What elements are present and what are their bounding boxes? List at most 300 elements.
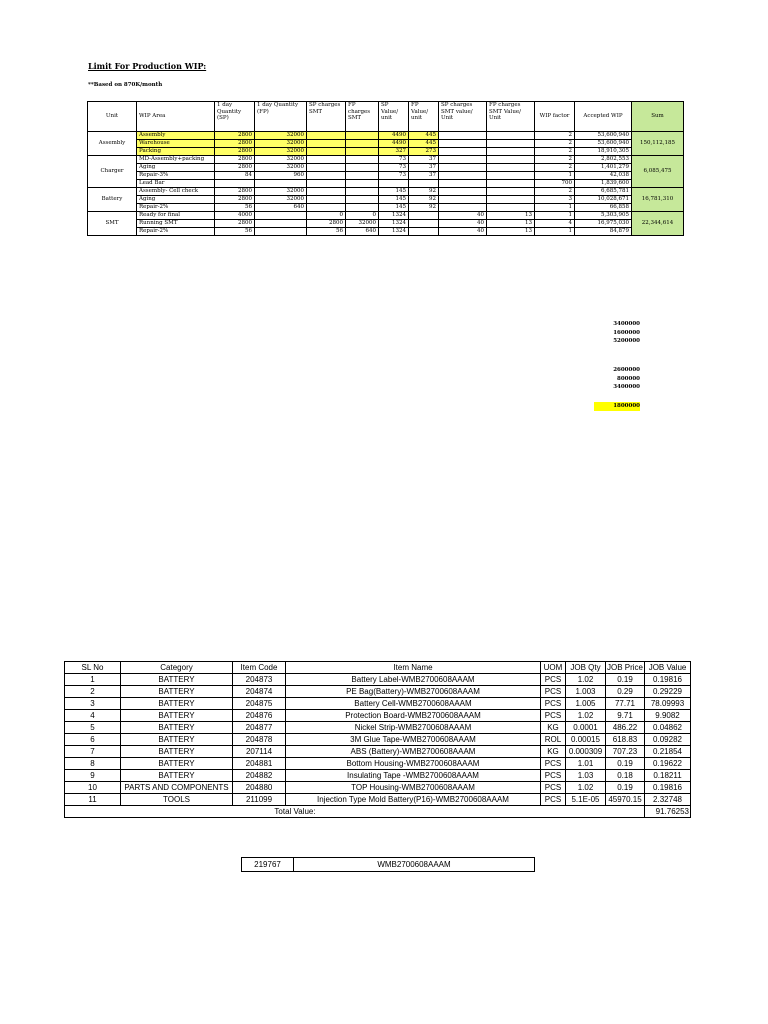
side-value: 800000 <box>617 375 640 382</box>
wip-value-cell: 56 <box>307 228 346 236</box>
job-cell: 0.18211 <box>645 770 691 782</box>
job-table <box>64 661 691 818</box>
job-cell: 204873 <box>233 674 286 686</box>
wip-row <box>88 204 684 212</box>
job-cell: BATTERY <box>121 710 233 722</box>
side-values-group-b <box>594 366 640 392</box>
wip-row <box>88 220 684 228</box>
wip-value-cell: 4490 <box>379 140 409 148</box>
wip-title: Limit For Production WIP: <box>88 61 207 71</box>
wip-value-cell <box>487 140 535 148</box>
job-cell: 3M Glue Tape-WMB2700608AAAM <box>286 734 541 746</box>
wip-value-cell <box>346 164 379 172</box>
job-cell: 0.19 <box>606 758 645 770</box>
wip-value-cell: 3 <box>535 196 575 204</box>
wip-value-cell: 145 <box>379 188 409 196</box>
side-value: 2600000 <box>613 367 640 373</box>
wip-value-cell: 32000 <box>346 220 379 228</box>
job-row <box>65 770 691 782</box>
job-body <box>65 674 691 806</box>
wip-value-cell: 10,028,671 <box>575 196 632 204</box>
job-cell: TOP Housing-WMB2700608AAAM <box>286 782 541 794</box>
wip-value-cell <box>439 180 487 188</box>
job-row <box>65 782 691 794</box>
job-cell: KG <box>541 746 566 758</box>
wip-area-cell: Repair-2% <box>137 204 215 212</box>
job-cell: 0.29229 <box>645 686 691 698</box>
job-cell: 1.03 <box>566 770 606 782</box>
wip-value-cell <box>487 132 535 140</box>
job-cell: 0.0001 <box>566 722 606 734</box>
wip-value-cell <box>346 148 379 156</box>
job-cell: 78.09993 <box>645 698 691 710</box>
wip-value-cell: 2800 <box>215 164 255 172</box>
job-cell: PCS <box>541 758 566 770</box>
wip-header-cell: SP charges SMT <box>307 102 346 132</box>
job-cell: 0.09282 <box>645 734 691 746</box>
wip-value-cell: 2800 <box>215 196 255 204</box>
wip-area-cell: Ready for final <box>137 212 215 220</box>
job-cell: 204882 <box>233 770 286 782</box>
job-cell: Insulating Tape -WMB2700608AAAM <box>286 770 541 782</box>
job-cell: PCS <box>541 686 566 698</box>
job-cell: 707.23 <box>606 746 645 758</box>
wip-value-cell: 2800 <box>307 220 346 228</box>
wip-value-cell: 4 <box>535 220 575 228</box>
wip-area-cell: Assembly <box>137 132 215 140</box>
wip-value-cell <box>409 180 439 188</box>
wip-value-cell <box>439 156 487 164</box>
wip-row <box>88 156 684 164</box>
wip-value-cell: 16,975,030 <box>575 220 632 228</box>
job-cell: 1.01 <box>566 758 606 770</box>
wip-value-cell: 32000 <box>255 164 307 172</box>
wip-value-cell: 145 <box>379 204 409 212</box>
wip-value-cell: 1324 <box>379 212 409 220</box>
wip-area-cell: Warehouse <box>137 140 215 148</box>
job-cell: 11 <box>65 794 121 806</box>
wip-value-cell: 73 <box>379 164 409 172</box>
job-cell: 9 <box>65 770 121 782</box>
job-cell: 204880 <box>233 782 286 794</box>
wip-row <box>88 164 684 172</box>
wip-unit-cell: SMT <box>88 212 137 236</box>
wip-header-cell: SP Value/ unit <box>379 102 409 132</box>
wip-sum-cell: 16,781,310 <box>632 188 684 212</box>
wip-value-cell <box>439 172 487 180</box>
job-cell: 204874 <box>233 686 286 698</box>
wip-value-cell: 32000 <box>255 132 307 140</box>
wip-row <box>88 196 684 204</box>
wip-value-cell: 2800 <box>215 140 255 148</box>
wip-value-cell: 445 <box>409 140 439 148</box>
wip-value-cell <box>487 156 535 164</box>
job-cell: 207114 <box>233 746 286 758</box>
wip-value-cell <box>439 196 487 204</box>
wip-value-cell <box>487 196 535 204</box>
wip-header-cell: FP Value/ unit <box>409 102 439 132</box>
wip-value-cell: 13 <box>487 220 535 228</box>
item-code-box <box>241 857 535 872</box>
job-cell: 0.000309 <box>566 746 606 758</box>
wip-value-cell: 2800 <box>215 188 255 196</box>
wip-value-cell: 1 <box>535 228 575 236</box>
wip-unit-cell: Battery <box>88 188 137 212</box>
wip-value-cell: 1 <box>535 204 575 212</box>
wip-value-cell: 40 <box>439 220 487 228</box>
wip-value-cell <box>487 172 535 180</box>
wip-value-cell <box>379 180 409 188</box>
wip-value-cell: 273 <box>409 148 439 156</box>
job-cell: PCS <box>541 794 566 806</box>
wip-sum-cell: 6,085,475 <box>632 156 684 188</box>
job-cell: 1 <box>65 674 121 686</box>
wip-value-cell <box>487 148 535 156</box>
job-cell: BATTERY <box>121 698 233 710</box>
job-cell: BATTERY <box>121 686 233 698</box>
job-cell: 204875 <box>233 698 286 710</box>
wip-value-cell <box>487 180 535 188</box>
wip-value-cell <box>346 188 379 196</box>
job-cell: 2 <box>65 686 121 698</box>
job-header-cell: JOB Value <box>645 662 691 674</box>
wip-table <box>87 101 684 236</box>
wip-header-cell: 1 day Quantity (FP) <box>255 102 307 132</box>
wip-value-cell <box>307 156 346 164</box>
job-total-row <box>65 806 691 818</box>
wip-value-cell: 84 <box>215 172 255 180</box>
wip-header-cell: Accepted WIP <box>575 102 632 132</box>
wip-value-cell <box>346 196 379 204</box>
wip-value-cell <box>307 148 346 156</box>
job-cell: 0.19816 <box>645 782 691 794</box>
job-cell: PCS <box>541 674 566 686</box>
job-header-cell: Item Name <box>286 662 541 674</box>
wip-value-cell: 640 <box>255 204 307 212</box>
job-cell: ABS (Battery)-WMB2700608AAAM <box>286 746 541 758</box>
wip-value-cell <box>439 140 487 148</box>
wip-value-cell: 2800 <box>215 132 255 140</box>
job-cell: BATTERY <box>121 734 233 746</box>
wip-value-cell <box>307 172 346 180</box>
job-cell: 0.19 <box>606 782 645 794</box>
job-cell: 204877 <box>233 722 286 734</box>
wip-value-cell <box>346 156 379 164</box>
job-cell: 8 <box>65 758 121 770</box>
wip-value-cell: 1324 <box>379 220 409 228</box>
wip-value-cell: 37 <box>409 156 439 164</box>
wip-value-cell: 6,685,781 <box>575 188 632 196</box>
wip-value-cell: 145 <box>379 196 409 204</box>
wip-value-cell <box>487 204 535 212</box>
wip-value-cell <box>439 132 487 140</box>
wip-value-cell <box>409 212 439 220</box>
wip-value-cell <box>346 140 379 148</box>
item-model: WMB2700608AAAM <box>294 858 535 872</box>
wip-area-cell: Repair-3% <box>137 172 215 180</box>
job-cell: 3 <box>65 698 121 710</box>
wip-value-cell <box>307 204 346 212</box>
job-cell: KG <box>541 722 566 734</box>
side-value: 3400000 <box>613 384 640 390</box>
wip-row <box>88 188 684 196</box>
wip-area-cell: Repair-2% <box>137 228 215 236</box>
wip-area-cell: Packing <box>137 148 215 156</box>
job-header-cell: UOM <box>541 662 566 674</box>
wip-header-cell: SP charges SMT value/ Unit <box>439 102 487 132</box>
job-cell: 5.1E-05 <box>566 794 606 806</box>
job-cell: 7 <box>65 746 121 758</box>
wip-value-cell <box>439 188 487 196</box>
job-cell: 0.19816 <box>645 674 691 686</box>
wip-value-cell <box>346 204 379 212</box>
wip-value-cell: 1324 <box>379 228 409 236</box>
wip-value-cell: 40 <box>439 228 487 236</box>
wip-value-cell: 5,303,905 <box>575 212 632 220</box>
job-header-cell: JOB Price <box>607 662 644 672</box>
wip-value-cell <box>439 148 487 156</box>
wip-value-cell: 1 <box>535 212 575 220</box>
wip-value-cell: 2 <box>535 156 575 164</box>
job-cell: 204876 <box>233 710 286 722</box>
wip-value-cell: 84,879 <box>575 228 632 236</box>
wip-value-cell <box>307 140 346 148</box>
wip-value-cell: 37 <box>409 172 439 180</box>
wip-value-cell <box>487 188 535 196</box>
wip-sum-cell: 150,112,185 <box>632 132 684 156</box>
wip-value-cell: 73 <box>379 172 409 180</box>
wip-value-cell: 1,401,279 <box>575 164 632 172</box>
wip-value-cell <box>346 172 379 180</box>
wip-value-cell: 92 <box>409 204 439 212</box>
wip-area-cell: Aging <box>137 196 215 204</box>
wip-value-cell <box>255 180 307 188</box>
wip-value-cell: 40 <box>439 212 487 220</box>
wip-value-cell <box>439 164 487 172</box>
wip-value-cell: 2800 <box>215 220 255 228</box>
wip-value-cell: 2,802,553 <box>575 156 632 164</box>
job-cell: 5 <box>65 722 121 734</box>
job-cell: BATTERY <box>121 746 233 758</box>
wip-value-cell: 32000 <box>255 156 307 164</box>
job-row <box>65 698 691 710</box>
wip-value-cell: 32000 <box>255 148 307 156</box>
wip-row <box>88 132 684 140</box>
job-cell: 9.71 <box>606 710 645 722</box>
job-cell: BATTERY <box>121 770 233 782</box>
wip-value-cell: 2 <box>535 164 575 172</box>
job-cell: 2.32748 <box>645 794 691 806</box>
job-row <box>65 722 691 734</box>
job-cell: TOOLS <box>121 794 233 806</box>
item-code: 219767 <box>242 858 294 872</box>
job-cell: BATTERY <box>121 758 233 770</box>
wip-header-cell: 1 day Quantity (SP) <box>215 102 255 132</box>
job-header-cell: SL No <box>65 662 121 674</box>
wip-row <box>88 180 684 188</box>
wip-value-cell: 4000 <box>215 212 255 220</box>
wip-value-cell: 32000 <box>255 196 307 204</box>
wip-value-cell: 37 <box>409 164 439 172</box>
job-cell: Injection Type Mold Battery(P16)-WMB2700608AAAM <box>286 794 541 806</box>
wip-value-cell: 2 <box>535 188 575 196</box>
wip-row <box>88 140 684 148</box>
wip-value-cell: 2 <box>535 148 575 156</box>
wip-header-sum: Sum <box>632 102 684 132</box>
wip-value-cell <box>255 220 307 228</box>
wip-value-cell <box>487 164 535 172</box>
job-cell: 0.21854 <box>645 746 691 758</box>
job-cell: Bottom Housing-WMB2700608AAAM <box>286 758 541 770</box>
job-cell: 0.00015 <box>566 734 606 746</box>
wip-value-cell: 2800 <box>215 156 255 164</box>
wip-body <box>88 132 684 236</box>
wip-value-cell: 327 <box>379 148 409 156</box>
wip-header-row <box>88 102 684 132</box>
job-cell: 9.9082 <box>645 710 691 722</box>
wip-value-cell: 32000 <box>255 188 307 196</box>
wip-value-cell: 32000 <box>255 140 307 148</box>
job-row <box>65 758 691 770</box>
wip-value-cell <box>255 228 307 236</box>
wip-header-cell: Unit <box>88 102 137 132</box>
job-cell: 0.19622 <box>645 758 691 770</box>
job-header-cell: Category <box>121 662 233 674</box>
wip-sum-cell: 22,344,614 <box>632 212 684 236</box>
side-value: 5200000 <box>613 338 640 344</box>
wip-value-cell <box>307 196 346 204</box>
job-cell: BATTERY <box>121 674 233 686</box>
wip-unit-cell: Assembly <box>88 132 137 156</box>
wip-value-cell: 92 <box>409 196 439 204</box>
job-row <box>65 710 691 722</box>
wip-value-cell <box>307 132 346 140</box>
wip-value-cell: 66,858 <box>575 204 632 212</box>
wip-value-cell: 18,910,305 <box>575 148 632 156</box>
wip-value-cell: 4490 <box>379 132 409 140</box>
job-cell: Protection Board-WMB2700608AAAM <box>286 710 541 722</box>
job-cell: 1.02 <box>566 710 606 722</box>
wip-value-cell: 0 <box>307 212 346 220</box>
wip-row <box>88 172 684 180</box>
wip-value-cell: 53,600,940 <box>575 140 632 148</box>
side-value-highlighted: 1800000 <box>594 402 640 411</box>
wip-note: **Based on 870K/month <box>88 82 163 88</box>
wip-value-cell <box>346 132 379 140</box>
job-cell: 204878 <box>233 734 286 746</box>
job-row <box>65 674 691 686</box>
wip-value-cell <box>439 204 487 212</box>
wip-value-cell <box>307 164 346 172</box>
wip-value-cell: 700 <box>535 180 575 188</box>
total-label: Total Value: <box>65 806 645 818</box>
wip-value-cell: 13 <box>487 212 535 220</box>
side-values-group-c <box>594 402 640 411</box>
side-values-group-a <box>594 320 640 346</box>
job-cell: 45970.15 <box>606 794 645 806</box>
wip-value-cell: 56 <box>215 228 255 236</box>
wip-value-cell <box>307 180 346 188</box>
wip-row <box>88 228 684 236</box>
wip-value-cell: 1,839,600 <box>575 180 632 188</box>
job-row <box>65 686 691 698</box>
wip-area-cell: Assembly- Cell check <box>137 188 215 196</box>
job-cell: 1.003 <box>566 686 606 698</box>
wip-value-cell <box>255 212 307 220</box>
job-cell: PE Bag(Battery)-WMB2700608AAAM <box>286 686 541 698</box>
wip-value-cell <box>409 228 439 236</box>
job-cell: PCS <box>541 710 566 722</box>
job-cell: ROL <box>541 734 566 746</box>
job-cell: BATTERY <box>121 722 233 734</box>
wip-value-cell: 0 <box>346 212 379 220</box>
wip-value-cell: 960 <box>255 172 307 180</box>
wip-value-cell: 13 <box>487 228 535 236</box>
job-cell: 0.18 <box>606 770 645 782</box>
wip-value-cell: 2 <box>535 132 575 140</box>
job-row <box>65 746 691 758</box>
wip-value-cell <box>409 220 439 228</box>
job-cell: 0.19 <box>606 674 645 686</box>
job-header-row <box>65 662 691 674</box>
wip-header-cell: FP charges SMT <box>346 102 379 132</box>
wip-area-cell: Running SMT <box>137 220 215 228</box>
wip-unit-cell: Charger <box>88 156 137 188</box>
job-cell: 1.005 <box>566 698 606 710</box>
job-header-cell: Item Code <box>233 662 286 674</box>
job-cell: PCS <box>541 782 566 794</box>
wip-header-cell: WIP factor <box>535 102 575 132</box>
job-cell: 211099 <box>233 794 286 806</box>
wip-value-cell <box>215 180 255 188</box>
job-cell: 0.04862 <box>645 722 691 734</box>
total-value: 91.76253 <box>645 806 691 818</box>
job-row <box>65 794 691 806</box>
side-value: 3400000 <box>613 321 640 327</box>
job-cell: 1.02 <box>566 674 606 686</box>
job-cell: 486.22 <box>606 722 645 734</box>
job-cell: 204881 <box>233 758 286 770</box>
job-cell: 0.29 <box>606 686 645 698</box>
wip-header-cell: WIP Area <box>137 102 215 132</box>
wip-value-cell: 640 <box>346 228 379 236</box>
wip-value-cell: 445 <box>409 132 439 140</box>
job-cell: 6 <box>65 734 121 746</box>
job-row <box>65 734 691 746</box>
job-cell: PCS <box>541 698 566 710</box>
wip-value-cell <box>307 188 346 196</box>
job-cell: 77.71 <box>606 698 645 710</box>
wip-area-cell: Aging <box>137 164 215 172</box>
job-cell: PARTS AND COMPONENTS <box>121 782 233 794</box>
job-cell: Nickel Strip-WMB2700608AAAM <box>286 722 541 734</box>
wip-area-cell: MD-Assembly+packing <box>137 156 215 164</box>
job-cell: 1.02 <box>566 782 606 794</box>
job-cell: Battery Label-WMB2700608AAAM <box>286 674 541 686</box>
wip-value-cell: 92 <box>409 188 439 196</box>
job-header-cell: JOB Qty <box>566 662 606 674</box>
job-cell: 10 <box>65 782 121 794</box>
wip-value-cell: 2 <box>535 140 575 148</box>
side-value: 1600000 <box>613 329 640 336</box>
job-cell: Battery Cell-WMB2700608AAAM <box>286 698 541 710</box>
wip-area-cell: Lead Bar <box>137 180 215 188</box>
job-cell: 618.83 <box>606 734 645 746</box>
wip-value-cell: 1 <box>535 172 575 180</box>
wip-value-cell: 73 <box>379 156 409 164</box>
wip-row <box>88 212 684 220</box>
wip-row <box>88 148 684 156</box>
